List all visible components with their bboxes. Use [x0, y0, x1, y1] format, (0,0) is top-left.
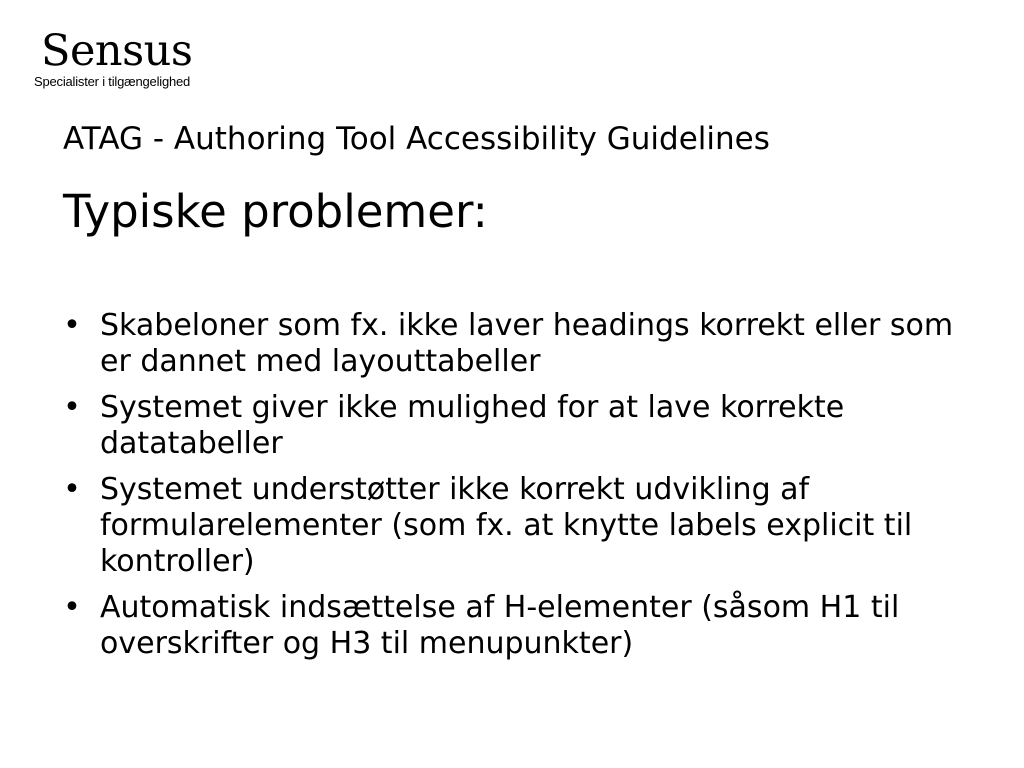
- bullet-text: Automatisk indsættelse af H-elementer (såsom H1 til overskrifter og H3 til menupunkter): [100, 590, 900, 661]
- bullet-text: Systemet giver ikke mulighed for at lave korrekte datatabeller: [100, 390, 845, 461]
- bullet-item-3: [62, 472, 962, 580]
- bullet-item-4: [62, 590, 962, 662]
- bullet-dot-icon: •: [63, 590, 81, 625]
- bullet-item-1: [62, 308, 962, 380]
- bullet-text: Systemet understøtter ikke korrekt udvikling af formularelementer (som fx. at knytte labels explicit til kontroller): [100, 472, 913, 579]
- bullet-list: [62, 308, 962, 672]
- bullet-item-2: [62, 390, 962, 462]
- sensus-logo: [34, 26, 234, 89]
- bullet-dot-icon: •: [63, 390, 81, 425]
- logo-tagline: Specialister i tilgængelighed: [34, 74, 191, 89]
- bullet-dot-icon: •: [63, 308, 81, 343]
- slide-subtitle: ATAG - Authoring Tool Accessibility Guidelines: [63, 121, 770, 157]
- bullet-text: Skabeloner som fx. ikke laver headings korrekt eller som er dannet med layouttabeller: [100, 308, 954, 379]
- logo-name: Sensus: [41, 26, 193, 76]
- slide-title: Typiske problemer:: [63, 185, 488, 238]
- bullet-dot-icon: •: [63, 472, 81, 507]
